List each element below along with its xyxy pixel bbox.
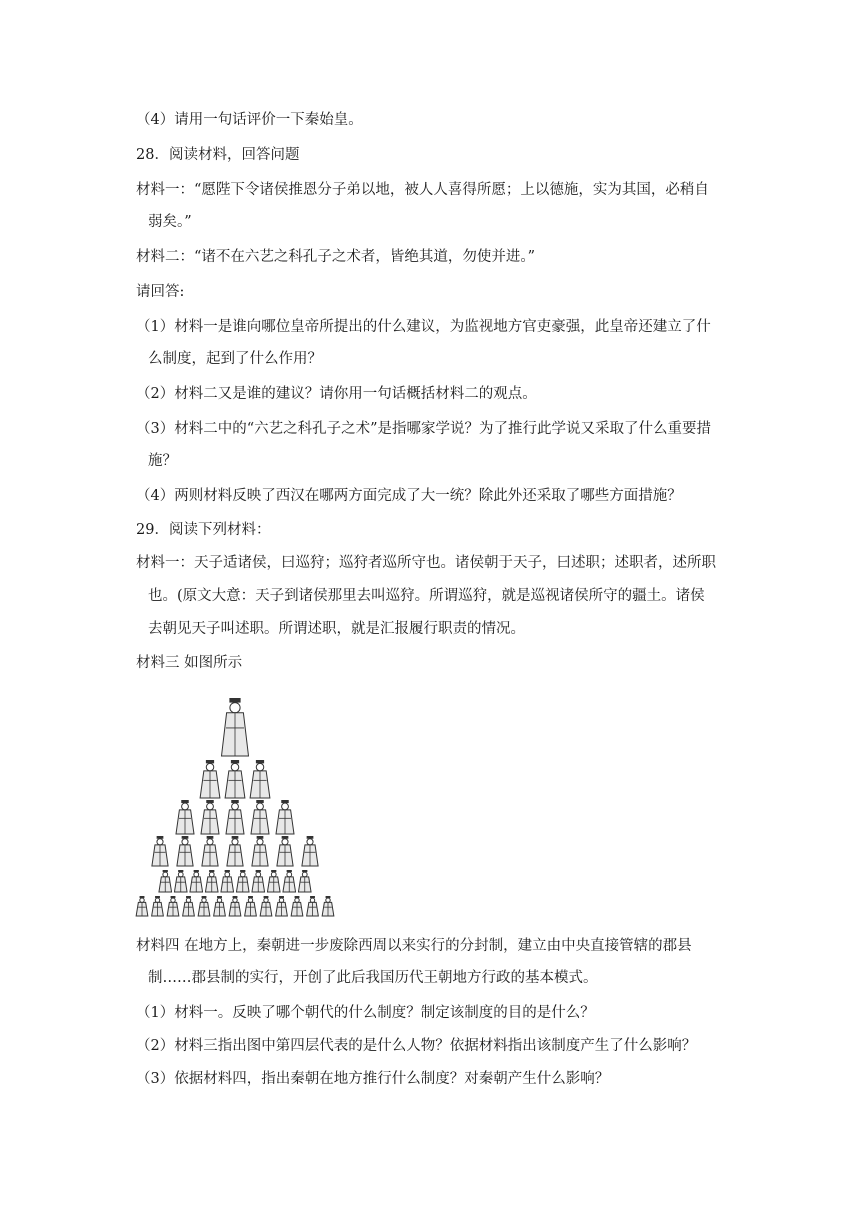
pyramid-figure-tier-6 <box>245 896 257 916</box>
q27-sub4: （4）请用一句话评价一下秦始皇。 <box>136 112 363 128</box>
pyramid-figure-tier-2 <box>200 760 220 798</box>
pyramid-figure-tier-3 <box>201 800 219 834</box>
pyramid-figure-tier-6 <box>307 896 319 916</box>
q28-prompt: 请回答: <box>136 284 185 300</box>
hierarchy-pyramid-image <box>130 690 350 920</box>
pyramid-figure-tier-4 <box>302 836 318 866</box>
pyramid-figure-tier-4 <box>202 836 218 866</box>
pyramid-figure-tier-6 <box>136 896 148 916</box>
q29-material4-line1: 材料四 在地方上，秦朝进一步废除西周以来实行的分封制，建立由中央直接管辖的郡县 <box>136 938 692 954</box>
pyramid-figure-tier-6 <box>167 896 179 916</box>
q28-sub1-line1: （1）材料一是谁向哪位皇帝所提出的什么建议，为监视地方官吏豪强，此皇帝还建立了什 <box>136 319 711 335</box>
pyramid-figure-tier-6 <box>260 896 272 916</box>
pyramid-figure-tier-3 <box>276 800 294 834</box>
pyramid-figure-tier-5 <box>236 870 249 892</box>
pyramid-figure-tier-5 <box>283 870 296 892</box>
pyramid-figure-tier-6 <box>291 896 303 916</box>
pyramid-figure-tier-6 <box>183 896 195 916</box>
pyramid-figure-tier-5 <box>159 870 172 892</box>
q29-material3: 材料三 如图所示 <box>136 655 243 671</box>
pyramid-figure-tier-5 <box>252 870 265 892</box>
q28-material2: 材料二：“诸不在六艺之科孔子之术者，皆绝其道，勿使并进。” <box>136 249 536 265</box>
pyramid-figure-tier-1 <box>222 698 249 756</box>
pyramid-figure-tier-6 <box>214 896 226 916</box>
pyramid-figure-tier-6 <box>152 896 164 916</box>
pyramid-figure-tier-4 <box>277 836 293 866</box>
pyramid-figure-tier-5 <box>205 870 218 892</box>
pyramid-figure-tier-4 <box>227 836 243 866</box>
q28-sub1-line2: 么制度，起到了什么作用？ <box>148 351 322 367</box>
q29-sub2: （2）材料三指出图中第四层代表的是什么人物？依据材料指出该制度产生了什么影响？ <box>136 1038 697 1054</box>
q28-material1-line1: 材料一：“愿陛下令诸侯推恩分子弟以地，被人人喜得所愿；上以德施，实为其国，必稍自 <box>136 182 709 198</box>
q29-material1-line3: 去朝见天子叫述职。所谓述职，就是汇报履行职责的情况。 <box>148 621 525 637</box>
q29-sub1: （1）材料一。反映了哪个朝代的什么制度？制定该制度的目的是什么？ <box>136 1005 595 1021</box>
pyramid-figure-tier-5 <box>221 870 234 892</box>
q29-sub3: （3）依据材料四，指出秦朝在地方推行什么制度？对秦朝产生什么影响？ <box>136 1071 610 1087</box>
pyramid-figure-tier-4 <box>252 836 268 866</box>
pyramid-figure-tier-2 <box>225 760 245 798</box>
q29-heading: 29．阅读下列材料： <box>136 522 271 538</box>
q28-material1-line2: 弱矣。” <box>148 214 192 230</box>
pyramid-figure-tier-5 <box>174 870 187 892</box>
pyramid-figure-tier-6 <box>276 896 288 916</box>
pyramid-figure-tier-5 <box>190 870 203 892</box>
pyramid-figure-tier-4 <box>177 836 193 866</box>
pyramid-figure-tier-6 <box>322 896 334 916</box>
pyramid-figure-tier-5 <box>298 870 311 892</box>
q29-material1-line2: 也。(原文大意：天子到诸侯那里去叫巡狩。所谓巡狩，就是巡视诸侯所守的疆土。诸侯 <box>148 588 705 604</box>
pyramid-figure-tier-3 <box>226 800 244 834</box>
pyramid-figure-tier-6 <box>198 896 210 916</box>
pyramid-figure-tier-6 <box>229 896 241 916</box>
q29-material4-line2: 制……郡县制的实行，开创了此后我国历代王朝地方行政的基本模式。 <box>148 970 598 986</box>
q28-sub4: （4）两则材料反映了西汉在哪两方面完成了大一统？除此外还采取了哪些方面措施？ <box>136 488 682 504</box>
pyramid-figure-tier-3 <box>251 800 269 834</box>
q28-sub2: （2）材料二又是谁的建议？请你用一句话概括材料二的观点。 <box>136 386 537 402</box>
q29-material1-line1: 材料一：天子适诸侯，曰巡狩；巡狩者巡所守也。诸侯朝于天子，曰述职；述职者，述所职 <box>136 555 716 571</box>
pyramid-figure-tier-3 <box>176 800 194 834</box>
pyramid-figure-tier-5 <box>267 870 280 892</box>
q28-heading: 28．阅读材料，回答问题 <box>136 147 300 163</box>
pyramid-figure-tier-2 <box>250 760 270 798</box>
q28-sub3-line1: （3）材料二中的“六艺之科孔子之术”是指哪家学说？为了推行此学说又采取了什么重要措 <box>136 421 712 437</box>
pyramid-figure-tier-4 <box>152 836 168 866</box>
q28-sub3-line2: 施？ <box>148 453 177 469</box>
pyramid-figure-svg <box>130 690 350 920</box>
